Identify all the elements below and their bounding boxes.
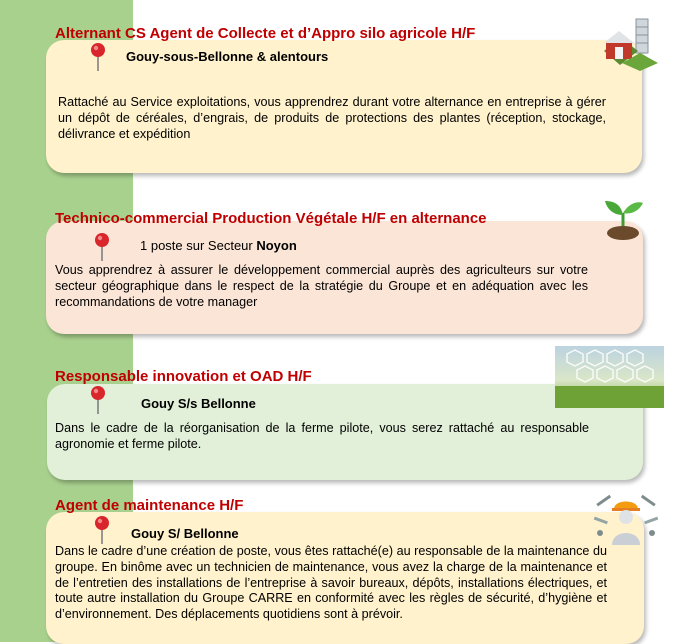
job-title-4: Agent de maintenance H/F: [55, 497, 244, 514]
barn-silo-icon: [600, 17, 660, 71]
map-pin-icon: [93, 232, 111, 262]
job-description-1: Rattaché au Service exploitations, vous apprendrez durant votre alternance en entreprise à gérer un dépôt de céréales, d’engrais, de produits de protections des plantes (réception, stockage, délivrance et expédition: [58, 95, 606, 141]
job-location-1: Gouy-sous-Bellonne & alentours: [126, 49, 329, 64]
job-title-2: Technico-commercial Production Végétale H/F en alternance: [55, 210, 487, 227]
job-description-3: Dans le cadre de la réorganisation de la ferme pilote, vous serez rattaché au responsable agronomie et ferme pilote.: [55, 421, 589, 451]
location-city: Noyon: [256, 238, 297, 253]
smart-farming-icon: [555, 346, 664, 408]
location-prefix: 1 poste sur Secteur: [140, 238, 257, 253]
sprout-icon: [601, 195, 645, 241]
map-pin-icon: [89, 385, 107, 415]
job-description-2: Vous apprendrez à assurer le développement commercial auprès des agriculteurs sur votre secteur géographique dans le respect de la stratégie du Groupe et en adéquation avec les recommandations de votre manager: [55, 263, 588, 309]
job-location-2: [140, 238, 297, 253]
map-pin-icon: [93, 515, 111, 545]
job-title-3: Responsable innovation et OAD H/F: [55, 368, 312, 385]
job-title-1: Alternant CS Agent de Collecte et d’Appro silo agricole H/F: [55, 25, 476, 42]
job-description-4: Dans le cadre d’une création de poste, vous êtes rattaché(e) au responsable de la maintenance du groupe. En binôme avec un technicien de maintenance, vous avez la charge de la maintenance et de l’entretien des installations de l’entreprise à savoir bureaux, dépôts, installations électriques, et toute autre installation du Groupe CARRE en conformité avec les règles de sécurité, d’hygiène et d’environnement. Des déplacements quotidiens sont à prévoir.: [55, 544, 607, 622]
job-location-4: Gouy S/ Bellonne: [131, 526, 239, 541]
map-pin-icon: [89, 42, 107, 72]
maintenance-worker-icon: [592, 493, 660, 545]
job-location-3: Gouy S/s Bellonne: [141, 396, 256, 411]
